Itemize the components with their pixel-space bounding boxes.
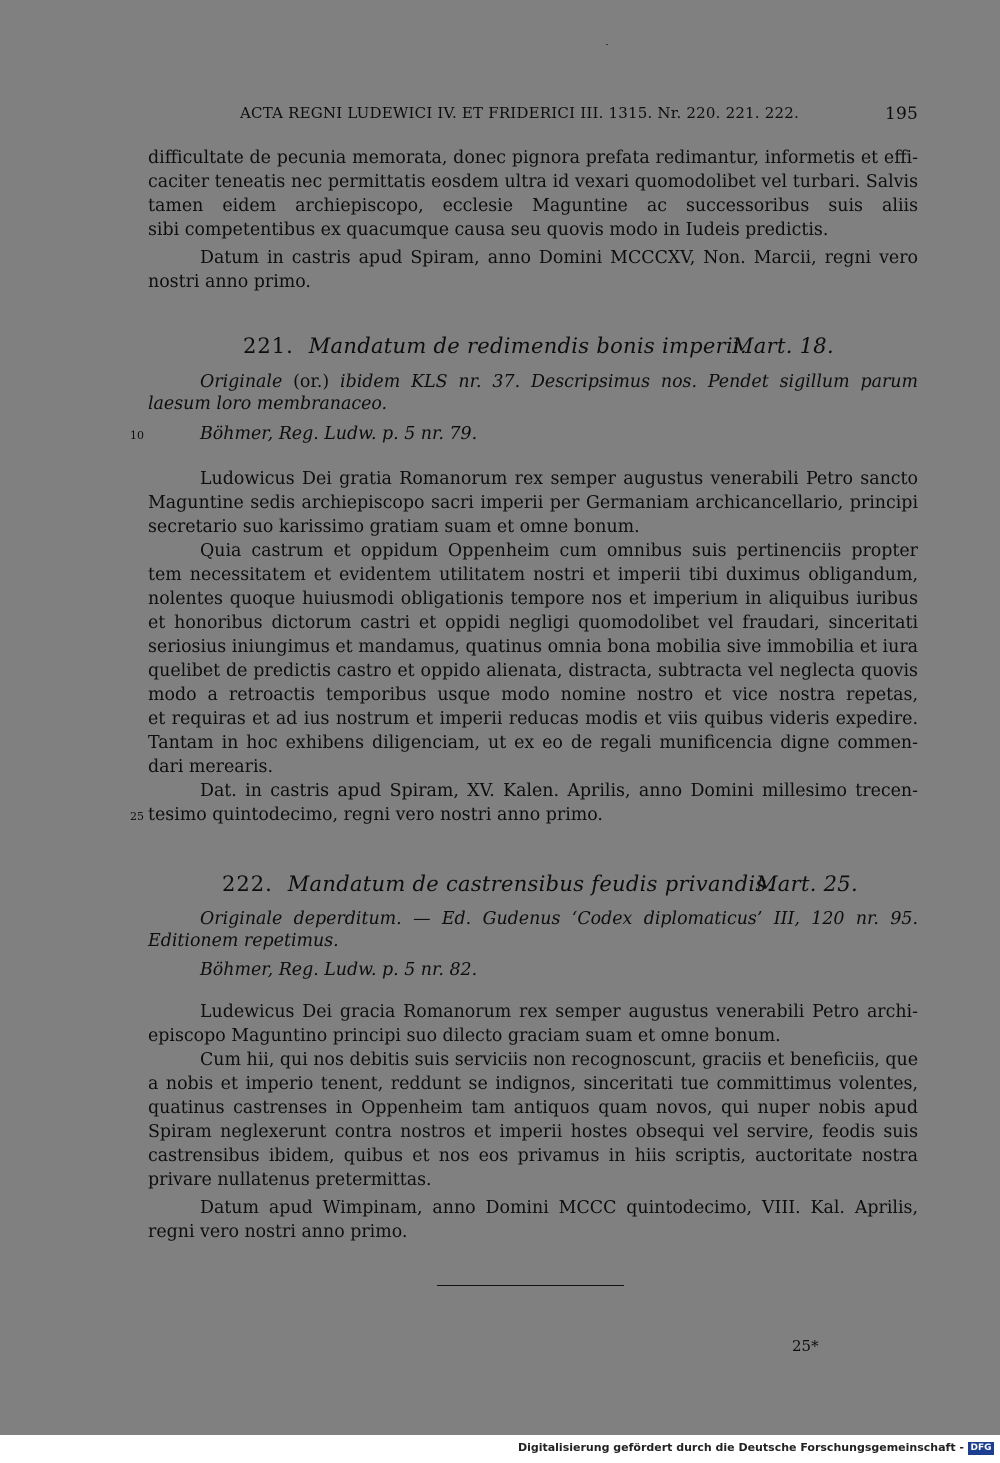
text-line: Cum hii, qui nos debitis suis serviciis non recognoscunt, graciis et beneficiis, que: [200, 1050, 918, 1070]
text-line: Spiram neglexerunt contra nostros et imperii hostes obsequi vel servire, feodis suis: [148, 1122, 918, 1142]
text-line: episcopo Maguntino principi suo dilecto graciam suam et omne bonum.: [148, 1026, 781, 1046]
page-number: 195: [884, 104, 918, 124]
doc-title: Mandatum de castrensibus feudis privandis.: [287, 872, 774, 896]
text-line: Quia castrum et oppidum Oppenheim cum omnibus suis pertinenciis propter: [200, 541, 918, 561]
text-line: Dat. in castris apud Spiram, XV. Kalen. Aprilis, anno Domini millesimo trecen-: [200, 781, 918, 801]
text-line: et requiras et ad ius nostrum et imperii reducas modis et viis quibus videris expedire.: [148, 709, 918, 729]
line-number: 25: [130, 810, 144, 823]
source-line: laesum loro membranaceo.: [148, 394, 388, 414]
text-line: Ludewicus Dei gracia Romanorum rex semper augustus venerabili Petro archi-: [200, 1002, 918, 1022]
line-number: 10: [130, 429, 144, 442]
text-line: tamen eidem archiepiscopo, ecclesie Maguntine ac successoribus suis aliis: [148, 196, 918, 216]
text-line: sibi competentibus ex quacumque causa seu quovis modo in Iudeis predictis.: [148, 220, 829, 240]
running-title: ACTA REGNI LUDEWICI IV. ET FRIDERICI III. 1315. Nr. 220. 221. 222.: [240, 104, 799, 122]
doc-title: Mandatum de redimendis bonis imperii.: [308, 334, 747, 358]
text-line: Ludowicus Dei gratia Romanorum rex semper augustus venerabili Petro sancto: [200, 469, 918, 489]
end-rule: [437, 1285, 624, 1286]
digitization-footer: [0, 1435, 1000, 1463]
text-line: Maguntine sedis archiepiscopo sacri imperii per Germaniam archicancellario, principi: [148, 493, 918, 513]
doc-number: 222.: [222, 872, 273, 896]
text-line: tem necessitatem et evidentem utilitatem nostri et imperii tibi duximus obligandum,: [148, 565, 918, 585]
text-line: caciter teneatis nec permittatis eosdem ultra id vexari quomodolibet vel turbari. Salvis: [148, 172, 918, 192]
text-line: difficultate de pecunia memorata, donec pignora prefata redimantur, informetis et effi-: [148, 148, 918, 168]
text-line: seriosius iniungimus et mandamus, quatinus omnia bona mobilia sive immobilia et iura: [148, 637, 918, 657]
text-line: dari merearis.: [148, 757, 273, 777]
source-line: Originale (or.) ibidem KLS nr. 37. Descripsimus nos. Pendet sigillum parum: [200, 372, 918, 392]
text-line: 25 tesimo quintodecimo, regni vero nostri anno primo.: [148, 803, 918, 827]
doc-221-heading: [243, 334, 747, 358]
source-line: Editionem repetimus.: [148, 931, 339, 951]
doc-number: 221.: [243, 334, 294, 358]
boehmer-reference: 10 Böhmer, Reg. Ludw. p. 5 nr. 79.: [148, 422, 918, 446]
text-line: quelibet de predictis castro et oppido alienata, distracta, subtracta vel neglecta quovis: [148, 661, 918, 681]
text-line: quatinus castrenses in Oppenheim tam antiquos quam novos, qui nuper nobis apud: [148, 1098, 918, 1118]
text-line: Datum in castris apud Spiram, anno Domini MCCCXV, Non. Marcii, regni vero: [200, 248, 918, 268]
text-line: Datum apud Wimpinam, anno Domini MCCC quintodecimo, VIII. Kal. Aprilis,: [200, 1198, 918, 1218]
text-line: regni vero nostri anno primo.: [148, 1222, 408, 1242]
text-line: nostri anno primo.: [148, 272, 311, 292]
scan-speck: [606, 44, 608, 45]
text-line: castrensibus ibidem, quibus et nos eos privamus in hiis scriptis, auctoritate nostra: [148, 1146, 918, 1166]
doc-221-date: Mart. 18.: [732, 334, 834, 358]
source-line: Originale deperditum. — Ed. Gudenus ‘Codex diplomaticus’ III, 120 nr. 95.: [200, 909, 918, 929]
doc-222-date: Mart. 25.: [756, 872, 858, 896]
doc-222-heading: [222, 872, 773, 896]
text-line: nolentes quoque huiusmodi obligationis tempore nos et imperium in aliquibus iuribus: [148, 589, 918, 609]
text-line: et honoribus dictorum castri et oppidi negligi quomodolibet vel fraudari, sinceritati: [148, 613, 918, 633]
text-line: modo a retroactis temporibus usque modo nomine nostro et vice nostra repetas,: [148, 685, 918, 705]
signature-mark: 25*: [792, 1337, 819, 1355]
boehmer-reference: Böhmer, Reg. Ludw. p. 5 nr. 82.: [200, 960, 478, 980]
text-line: privare nullatenus pretermittas.: [148, 1170, 432, 1190]
text-line: secretario suo karissimo gratiam suam et omne bonum.: [148, 517, 640, 537]
text-line: Tantam in hoc exhibens diligenciam, ut ex eo de regali munificencia digne commen-: [148, 733, 918, 753]
dfg-logo-icon: DFG: [968, 1442, 994, 1455]
text-line: a nobis et imperio tenent, reddunt se indignos, sinceritati tue committimus volentes,: [148, 1074, 918, 1094]
funding-notice: Digitalisierung gefördert durch die Deutsche Forschungsgemeinschaft -: [517, 1441, 964, 1454]
